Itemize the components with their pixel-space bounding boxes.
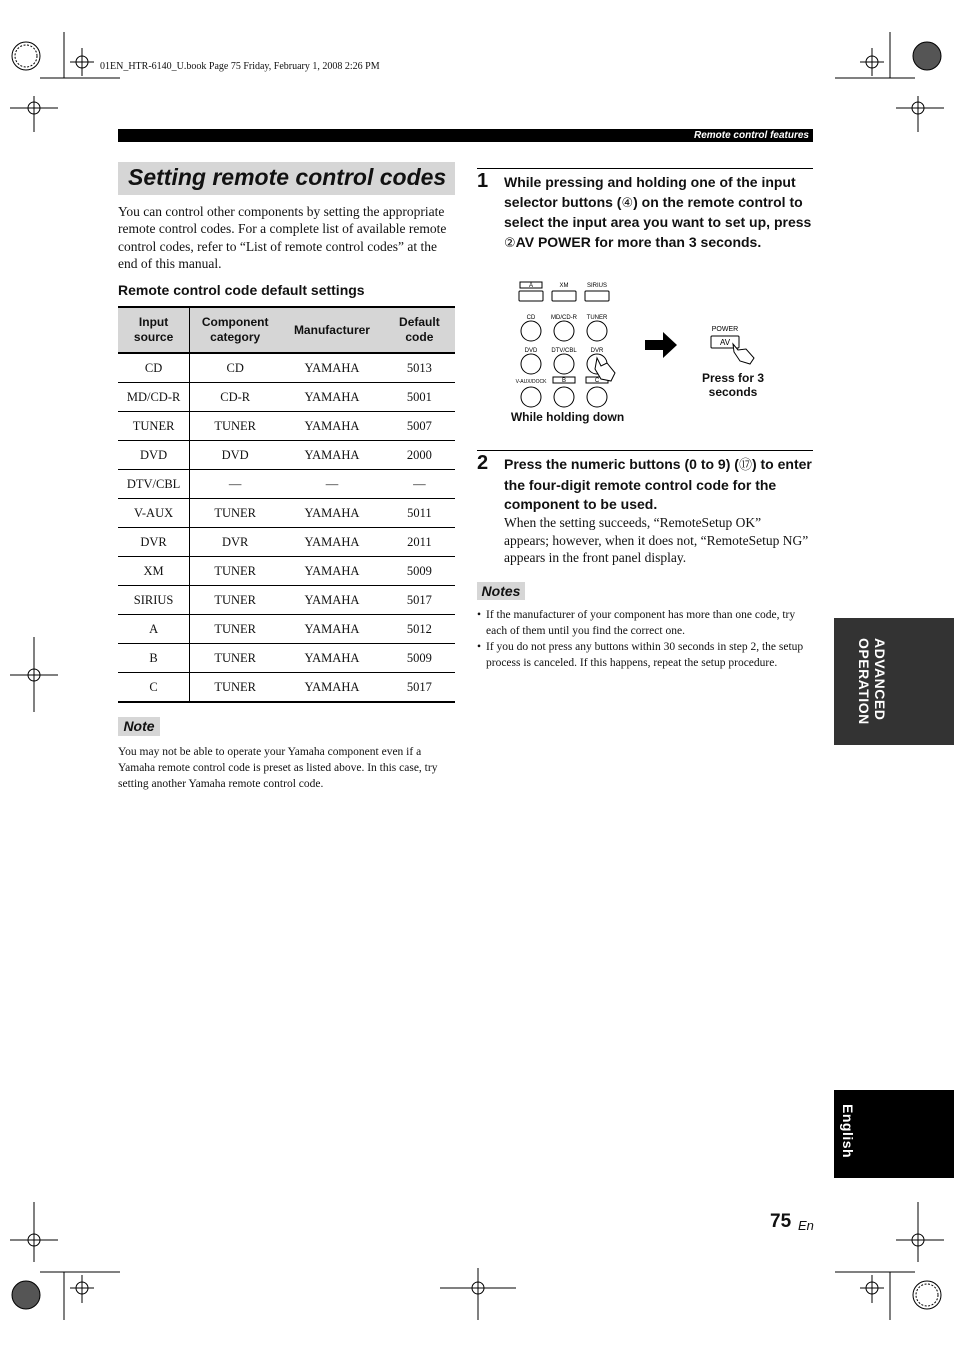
- press-caption: Press for 3 seconds: [701, 371, 765, 399]
- page-title: Setting remote control codes: [128, 164, 447, 190]
- power-label: POWER: [711, 326, 739, 333]
- table-cell: TUNER: [190, 586, 281, 615]
- step1-text-a: While pressing and holding one of the input selector buttons (: [504, 174, 796, 210]
- table-cell: C: [118, 673, 190, 703]
- advanced-operation-tab: [834, 618, 954, 745]
- table-cell: 5009: [384, 557, 455, 586]
- table-cell: 5017: [384, 586, 455, 615]
- key-av-power: AV POWER: [515, 233, 591, 250]
- table-cell: SIRIUS: [118, 586, 190, 615]
- step1-instruction: [504, 173, 812, 253]
- button-a: [519, 291, 543, 301]
- button-label: MD/CD-R: [551, 315, 577, 321]
- button-label: TUNER: [586, 315, 608, 321]
- button-vaux-dock: [521, 387, 541, 407]
- note-label: Note: [118, 717, 160, 736]
- page-number: 75: [770, 1211, 792, 1232]
- table-cell: CD: [190, 353, 281, 383]
- table-cell: —: [384, 470, 455, 499]
- table-cell: DVD: [190, 441, 281, 470]
- table-cell: YAMAHA: [280, 528, 384, 557]
- table-header-row: [118, 307, 455, 353]
- table-row: [118, 528, 455, 557]
- table-heading: Remote control code default settings: [118, 282, 365, 298]
- button-xm: [552, 291, 576, 301]
- table-row: [118, 615, 455, 644]
- column-header: Manufacturer: [280, 307, 384, 353]
- button-label: A: [528, 283, 534, 289]
- button-cd: [521, 321, 541, 341]
- table-cell: —: [280, 470, 384, 499]
- table-cell: TUNER: [118, 412, 190, 441]
- button-c: [587, 387, 607, 407]
- step1-text-b: ) on the remote control to select the input area you want to set up, press: [504, 193, 812, 230]
- table-cell: YAMAHA: [280, 499, 384, 528]
- button-b: [554, 387, 574, 407]
- button-label: XM: [559, 283, 569, 289]
- table-cell: 2011: [384, 528, 455, 557]
- table-cell: YAMAHA: [280, 383, 384, 412]
- ref-number-2: ②: [504, 235, 516, 251]
- table-row: [118, 412, 455, 441]
- table-cell: YAMAHA: [280, 557, 384, 586]
- table-row: [118, 383, 455, 412]
- button-label: DVR: [590, 348, 604, 354]
- table-cell: YAMAHA: [280, 441, 384, 470]
- table-cell: DTV/CBL: [118, 470, 190, 499]
- table-cell: DVD: [118, 441, 190, 470]
- step1-text-c: for more than 3 seconds.: [590, 233, 762, 250]
- table-cell: XM: [118, 557, 190, 586]
- button-dvd: [521, 354, 541, 374]
- table-cell: YAMAHA: [280, 673, 384, 703]
- table-cell: A: [118, 615, 190, 644]
- table-cell: MD/CD-R: [118, 383, 190, 412]
- table-cell: B: [118, 644, 190, 673]
- table-cell: TUNER: [190, 673, 281, 703]
- table-row: [118, 499, 455, 528]
- section-header-bar: [118, 129, 813, 142]
- button-tuner: [587, 321, 607, 341]
- book-header: 01EN_HTR-6140_U.book Page 75 Friday, February 1, 2008 2:26 PM: [100, 61, 380, 72]
- step2-text-b: ) to enter the four-digit remote control code for the component to be used.: [504, 456, 812, 512]
- button-sirius: [585, 291, 609, 301]
- ref-number-17: ⑰: [738, 458, 752, 473]
- step2-text-a: Press the numeric buttons (0 to 9) (: [504, 456, 739, 472]
- list-item: • If the manufacturer of your component has more than one code, try each of them until you find the correct one.: [477, 607, 813, 639]
- table-cell: YAMAHA: [280, 412, 384, 441]
- page-suffix: En: [798, 1218, 814, 1233]
- english-label: English: [840, 1104, 856, 1159]
- button-label: SIRIUS: [586, 283, 608, 289]
- table-cell: YAMAHA: [280, 615, 384, 644]
- button-md-cdr: [554, 321, 574, 341]
- table-cell: CD-R: [190, 383, 281, 412]
- table-cell: YAMAHA: [280, 353, 384, 383]
- button-label: DVD: [524, 348, 538, 354]
- section-header-label: Remote control features: [693, 130, 809, 141]
- hand-icon: [733, 344, 754, 364]
- notes-label: Notes: [477, 582, 525, 600]
- table-row: [118, 441, 455, 470]
- button-label: CD: [526, 315, 536, 321]
- ref-number-4: ④: [621, 195, 634, 211]
- list-item: • If you do not press any buttons within 30 seconds in step 2, the setup process is canceled. If this happens, repeat the setup procedure.: [477, 639, 813, 671]
- note-text: You may not be able to operate your Yamaha component even if a Yamaha remote control code is preset as listed above. In this case, try setting another Yamaha remote control code.: [118, 746, 438, 790]
- table-row: [118, 644, 455, 673]
- step2-body: When the setting succeeds, “RemoteSetup OK” appears; however, when it does not, “RemoteSetup NG” appears in the front panel display.: [504, 515, 809, 566]
- table-cell: 2000: [384, 441, 455, 470]
- table-cell: DVR: [190, 528, 281, 557]
- table-cell: CD: [118, 353, 190, 383]
- table-cell: 5013: [384, 353, 455, 383]
- step1-rule: [477, 168, 813, 169]
- button-label: C: [594, 378, 600, 384]
- table-cell: TUNER: [190, 557, 281, 586]
- english-tab: [834, 1090, 954, 1178]
- button-label: B: [561, 378, 567, 384]
- button-dtv-cbl: [554, 354, 574, 374]
- table-cell: TUNER: [190, 615, 281, 644]
- holding-caption: While holding down: [510, 410, 625, 424]
- button-label: DTV/CBL: [551, 348, 577, 354]
- table-cell: V-AUX: [118, 499, 190, 528]
- table-cell: —: [190, 470, 281, 499]
- page-title-box: [118, 162, 455, 195]
- table-cell: 5017: [384, 673, 455, 703]
- table-row: [118, 673, 455, 703]
- column-header: Input source: [118, 307, 190, 353]
- table-cell: TUNER: [190, 499, 281, 528]
- table-cell: 5012: [384, 615, 455, 644]
- step2-rule: [477, 450, 813, 451]
- button-label: V-AUX/DOCK: [515, 379, 547, 385]
- advanced-operation-label: ADVANCED OPERATION: [856, 638, 888, 725]
- table-row: [118, 353, 455, 383]
- table-row: [118, 470, 455, 499]
- table-cell: TUNER: [190, 644, 281, 673]
- column-header: Component category: [190, 307, 281, 353]
- table-cell: DVR: [118, 528, 190, 557]
- table-cell: 5009: [384, 644, 455, 673]
- table-cell: YAMAHA: [280, 586, 384, 615]
- table-cell: 5007: [384, 412, 455, 441]
- av-label: AV: [719, 338, 731, 347]
- default-codes-table: [118, 306, 455, 703]
- notes-list: [477, 607, 813, 671]
- table-row: [118, 586, 455, 615]
- step2-number: 2: [477, 452, 489, 474]
- table-cell: YAMAHA: [280, 644, 384, 673]
- arrow-right-icon: [645, 332, 677, 358]
- step2-instruction: [504, 455, 812, 515]
- table-cell: 5011: [384, 499, 455, 528]
- intro-paragraph: You can control other components by setting the appropriate remote control codes. For a complete list of available remote control codes, refer to “List of remote control codes” at the end of this manual.: [118, 204, 447, 272]
- table-cell: 5001: [384, 383, 455, 412]
- table-cell: TUNER: [190, 412, 281, 441]
- column-header: Default code: [384, 307, 455, 353]
- table-row: [118, 557, 455, 586]
- step1-number: 1: [477, 170, 489, 192]
